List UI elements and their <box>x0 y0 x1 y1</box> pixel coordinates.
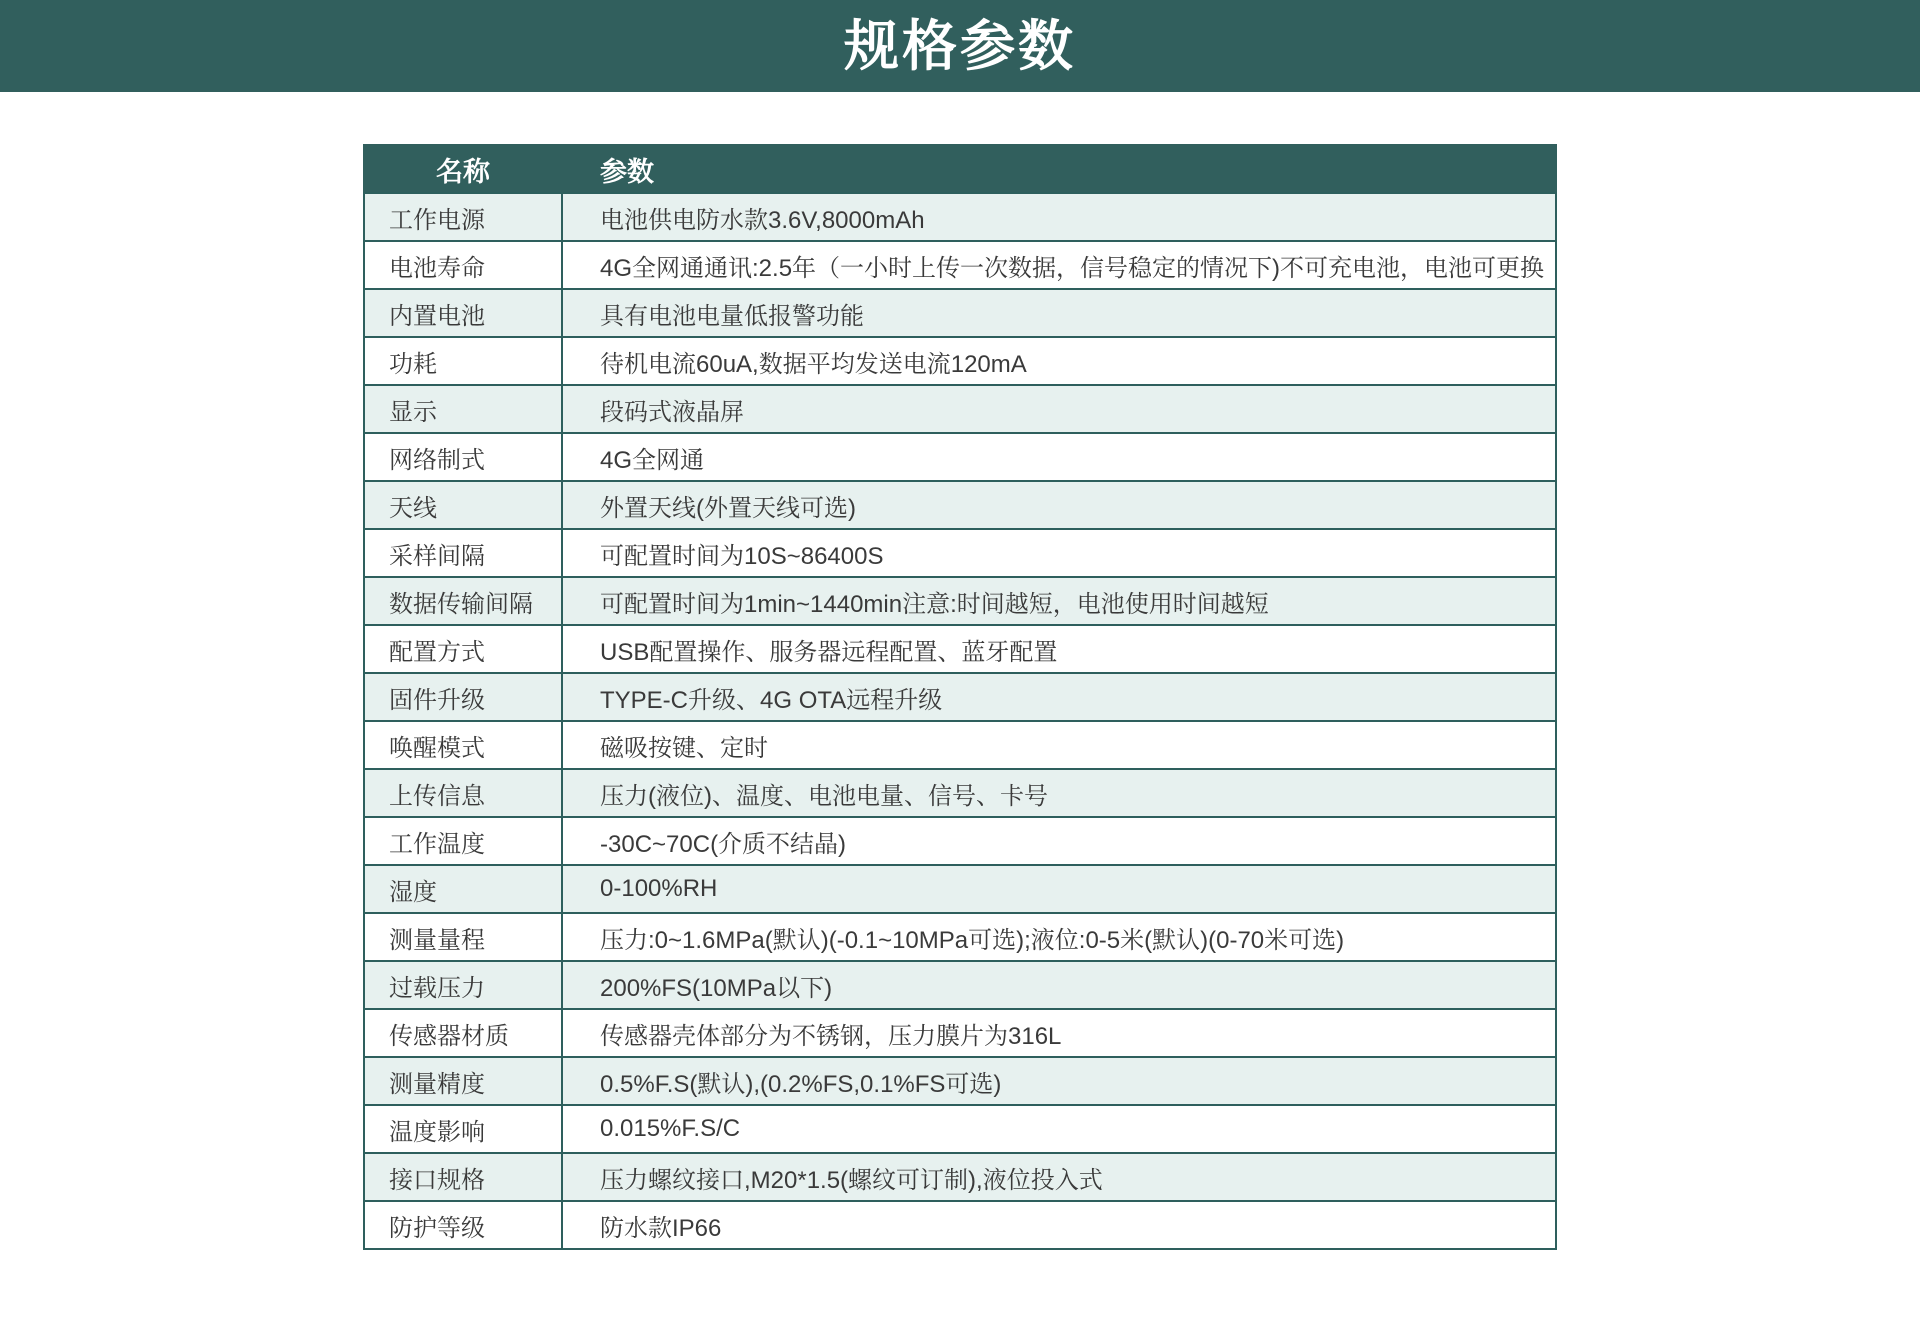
table-row <box>364 1057 1556 1105</box>
spec-value-cell: 0.015%F.S/C <box>562 1105 1556 1153</box>
spec-name-cell: 功耗 <box>364 337 562 385</box>
table-row <box>364 337 1556 385</box>
spec-value-cell: 可配置时间为10S~86400S <box>562 529 1556 577</box>
spec-name-cell: 工作温度 <box>364 817 562 865</box>
spec-value-cell: 压力螺纹接口,M20*1.5(螺纹可订制),液位投入式 <box>562 1153 1556 1201</box>
table-row <box>364 1009 1556 1057</box>
spec-value-cell: 传感器壳体部分为不锈钢，压力膜片为316L <box>562 1009 1556 1057</box>
table-row <box>364 769 1556 817</box>
spec-name-cell: 网络制式 <box>364 433 562 481</box>
table-row <box>364 1105 1556 1153</box>
spec-name-cell: 数据传输间隔 <box>364 577 562 625</box>
table-row <box>364 433 1556 481</box>
spec-name-cell: 防护等级 <box>364 1201 562 1249</box>
table-row <box>364 673 1556 721</box>
spec-value-cell: USB配置操作、服务器远程配置、蓝牙配置 <box>562 625 1556 673</box>
table-row <box>364 193 1556 241</box>
table-row <box>364 1153 1556 1201</box>
page-title: 规格参数 <box>843 14 1076 77</box>
table-row <box>364 913 1556 961</box>
spec-name-cell: 显示 <box>364 385 562 433</box>
table-row <box>364 721 1556 769</box>
column-header-name: 名称 <box>364 145 562 193</box>
table-row <box>364 1201 1556 1249</box>
spec-name-cell: 过载压力 <box>364 961 562 1009</box>
table-row <box>364 289 1556 337</box>
spec-name-cell: 湿度 <box>364 865 562 913</box>
spec-value-cell: 段码式液晶屏 <box>562 385 1556 433</box>
spec-name-cell: 电池寿命 <box>364 241 562 289</box>
page-header-banner <box>0 0 1920 92</box>
spec-value-cell: 4G全网通 <box>562 433 1556 481</box>
spec-name-cell: 测量精度 <box>364 1057 562 1105</box>
table-row <box>364 577 1556 625</box>
spec-value-cell: 磁吸按键、定时 <box>562 721 1556 769</box>
table-row <box>364 385 1556 433</box>
spec-value-cell: 外置天线(外置天线可选) <box>562 481 1556 529</box>
spec-value-cell: 电池供电防水款3.6V,8000mAh <box>562 193 1556 241</box>
spec-name-cell: 温度影响 <box>364 1105 562 1153</box>
spec-table-body <box>364 193 1556 1249</box>
spec-value-cell: 0.5%F.S(默认),(0.2%FS,0.1%FS可选) <box>562 1057 1556 1105</box>
spec-name-cell: 接口规格 <box>364 1153 562 1201</box>
spec-value-cell: -30C~70C(介质不结晶) <box>562 817 1556 865</box>
spec-name-cell: 内置电池 <box>364 289 562 337</box>
spec-value-cell: 压力:0~1.6MPa(默认)(-0.1~10MPa可选);液位:0-5米(默认)(0-70米可选) <box>562 913 1556 961</box>
spec-table <box>363 144 1557 1250</box>
spec-value-cell: 200%FS(10MPa以下) <box>562 961 1556 1009</box>
spec-value-cell: 0-100%RH <box>562 865 1556 913</box>
spec-value-cell: 4G全网通通讯:2.5年（一小时上传一次数据，信号稳定的情况下)不可充电池，电池可更换 <box>562 241 1556 289</box>
table-row <box>364 625 1556 673</box>
spec-value-cell: TYPE-C升级、4G OTA远程升级 <box>562 673 1556 721</box>
table-row <box>364 241 1556 289</box>
spec-name-cell: 采样间隔 <box>364 529 562 577</box>
spec-value-cell: 待机电流60uA,数据平均发送电流120mA <box>562 337 1556 385</box>
table-row <box>364 961 1556 1009</box>
table-row <box>364 481 1556 529</box>
spec-name-cell: 测量量程 <box>364 913 562 961</box>
spec-name-cell: 天线 <box>364 481 562 529</box>
spec-name-cell: 传感器材质 <box>364 1009 562 1057</box>
table-row <box>364 529 1556 577</box>
spec-name-cell: 配置方式 <box>364 625 562 673</box>
spec-value-cell: 具有电池电量低报警功能 <box>562 289 1556 337</box>
spec-name-cell: 唤醒模式 <box>364 721 562 769</box>
spec-value-cell: 可配置时间为1min~1440min注意:时间越短，电池使用时间越短 <box>562 577 1556 625</box>
column-header-value: 参数 <box>562 145 1556 193</box>
spec-name-cell: 工作电源 <box>364 193 562 241</box>
spec-table-header <box>364 145 1556 193</box>
spec-name-cell: 固件升级 <box>364 673 562 721</box>
spec-value-cell: 压力(液位)、温度、电池电量、信号、卡号 <box>562 769 1556 817</box>
spec-value-cell: 防水款IP66 <box>562 1201 1556 1249</box>
table-row <box>364 817 1556 865</box>
spec-name-cell: 上传信息 <box>364 769 562 817</box>
header-row <box>364 145 1556 193</box>
table-row <box>364 865 1556 913</box>
